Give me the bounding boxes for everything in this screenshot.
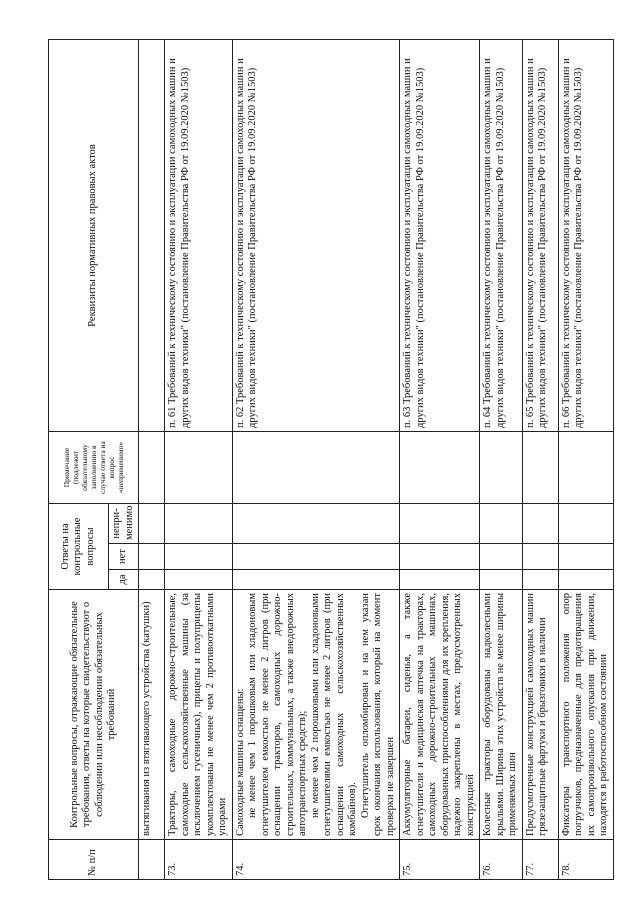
table-row	[165, 40, 233, 880]
row-ref: п. 61 Требований к техническому состоянию и эксплуатации самоходных машин и других видов техники" (постановление Правительства РФ от 19.09.2020 №1503)	[165, 40, 233, 432]
question-text: Аккумуляторные батареи, сиденья, а также огнетушители и медицинская аптечка на тракторах, самоходных дорожно-строительных машинах, оборудованных приспособлениями для их крепления, надежно закреплены в местах, предусмотренных конструкцией	[402, 593, 476, 836]
answer-no-cell[interactable]	[400, 544, 480, 570]
note-cell[interactable]	[522, 432, 558, 504]
row-question	[480, 590, 523, 840]
row-num	[139, 840, 165, 880]
answer-yes-cell[interactable]	[522, 570, 558, 590]
answer-yes-cell[interactable]	[400, 570, 480, 590]
question-text: не менее чем 2 порошковыми или хладоновыми огнетушителями емкостью не менее 2 литров (при оснащении самоходных сельскохозяйственных комбайнов).	[309, 593, 358, 836]
answer-yes-cell[interactable]	[232, 570, 400, 590]
note-cell[interactable]	[232, 432, 400, 504]
row-ref: п. 64 Требований к техническому состоянию и эксплуатации самоходных машин и других видов техники" (постановление Правительства РФ от 19.09.2020 №1503)	[480, 40, 523, 432]
table-row	[480, 40, 523, 880]
row-num: 73.	[165, 840, 233, 880]
answer-no-cell[interactable]	[558, 544, 613, 570]
row-ref: п. 66 Требований к техническому состоянию и эксплуатации самоходных машин и других видов техники" (постановление Правительства РФ от 19.09.2020 №1503)	[558, 40, 613, 432]
answer-no-cell[interactable]	[522, 544, 558, 570]
document-page	[48, 40, 609, 880]
question-text: не менее чем 1 порошковым или хладоновым огнетушителем емкостью не менее 2 литров (при оснащении тракторов, самоходных дорожно-строительных, коммунальных, а также внедорожных автотранспортных средств);	[247, 593, 308, 836]
answer-no-cell[interactable]	[165, 544, 233, 570]
table-row	[522, 40, 558, 880]
row-ref: п. 63 Требований к техническому состоянию и эксплуатации самоходных машин и других видов техники" (постановление Правительства РФ от 19.09.2020 №1503)	[400, 40, 480, 432]
row-question	[139, 590, 165, 840]
header-no: нет	[109, 544, 139, 570]
note-cell[interactable]	[400, 432, 480, 504]
answer-yes-cell[interactable]	[139, 570, 165, 590]
answer-na-cell[interactable]	[139, 504, 165, 544]
answer-na-cell[interactable]	[522, 504, 558, 544]
table-row	[400, 40, 480, 880]
question-text: Тракторы, самоходные дорожно-строительные, самоходные сельскохозяйственные машины (за исключением гусеничных), прицепы и полуприцепы укомплектованы не менее чем 2 противооткатными упорами	[167, 593, 228, 836]
checklist-table	[48, 39, 614, 880]
answer-yes-cell[interactable]	[165, 570, 233, 590]
row-question	[558, 590, 613, 840]
note-cell[interactable]	[165, 432, 233, 504]
note-cell[interactable]	[480, 432, 523, 504]
row-num: 75.	[400, 840, 480, 880]
question-text: Огнетушитель опломбирован и на нем указан срок окончания использования, который на момент проверки не завершен	[359, 593, 396, 836]
answer-na-cell[interactable]	[165, 504, 233, 544]
row-ref: п. 62 Требований к техническому состоянию и эксплуатации самоходных машин и других видов техники" (постановление Правительства РФ от 19.09.2020 №1503)	[232, 40, 400, 432]
answer-na-cell[interactable]	[558, 504, 613, 544]
note-cell[interactable]	[558, 432, 613, 504]
question-text: Самоходные машины оснащены:	[234, 688, 246, 836]
row-question	[165, 590, 233, 840]
row-num: 74.	[232, 840, 400, 880]
row-ref	[139, 40, 165, 432]
answer-no-cell[interactable]	[480, 544, 523, 570]
header-na: непри-менимо	[109, 504, 139, 544]
answer-na-cell[interactable]	[232, 504, 400, 544]
question-text: Предусмотренные конструкцией самоходных машин грязезащитные фартуки и брызговики в наличии	[524, 593, 548, 836]
header-question: Контрольные вопросы, отражающие обязательные требования, ответы на которые свидетельствуют о соблюдении или несоблюдении обязательных требований	[49, 590, 139, 840]
row-question	[232, 590, 400, 840]
row-num: 76.	[480, 840, 523, 880]
answer-na-cell[interactable]	[480, 504, 523, 544]
header-num: № п/п	[49, 840, 139, 880]
row-question	[522, 590, 558, 840]
table-row	[558, 40, 613, 880]
header-note: Примечание (подлежит обязательному заполнению в случае ответа на вопрос «неприменимо»	[49, 432, 139, 504]
header-ref: Реквизиты нормативных правовых актов	[49, 40, 139, 432]
answer-no-cell[interactable]	[139, 544, 165, 570]
table-row	[139, 40, 165, 880]
row-num: 78.	[558, 840, 613, 880]
question-text: Колесные тракторы оборудованы надколесными крыльями. Ширина этих устройств не менее ширины применяемых шин	[482, 593, 518, 836]
row-num: 77.	[522, 840, 558, 880]
answer-yes-cell[interactable]	[558, 570, 613, 590]
note-cell[interactable]	[139, 432, 165, 504]
row-question	[400, 590, 480, 840]
table-row	[232, 40, 400, 880]
question-text: Фиксаторы транспортного положения опор погрузчиков, предназначенные для предотвращения их самопроизвольного опускания при движении, находятся в работоспособном состоянии	[560, 593, 609, 836]
row-ref: п. 65 Требований к техническому состоянию и эксплуатации самоходных машин и других видов техники" (постановление Правительства РФ от 19.09.2020 №1503)	[522, 40, 558, 432]
answer-yes-cell[interactable]	[480, 570, 523, 590]
answer-no-cell[interactable]	[232, 544, 400, 570]
question-text: вытягивания из втягивающего устройства (катушки)	[141, 601, 152, 836]
header-answers: Ответы на контрольные вопросы	[49, 504, 109, 590]
answer-na-cell[interactable]	[400, 504, 480, 544]
header-yes: да	[109, 570, 139, 590]
